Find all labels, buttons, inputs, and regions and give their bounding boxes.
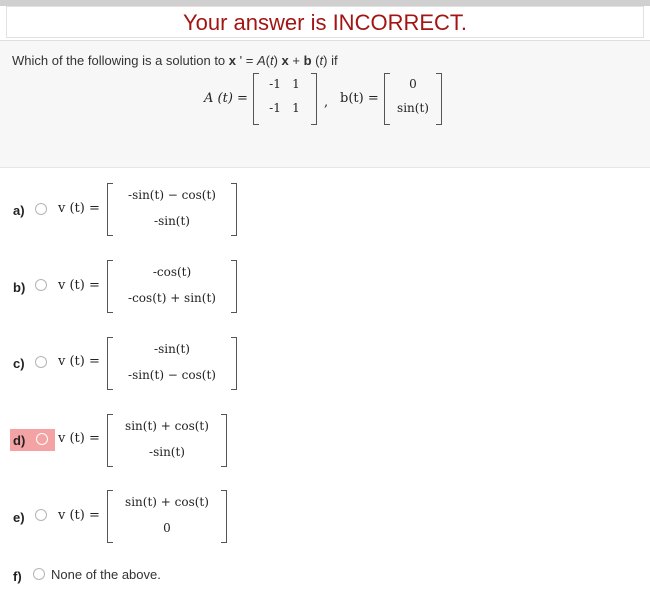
var-t-2: t [319,53,324,68]
option-c-entry-2: -sin(t) − cos(t) [128,368,216,382]
option-e-letter: e) [13,510,25,525]
option-e-entry-1: sin(t) + cos(t) [125,495,209,509]
option-a-v-label: v (t) = [58,201,100,216]
option-d-vector [107,414,227,467]
option-c-radio[interactable] [35,356,47,368]
A-label: A (t) = [204,91,248,106]
option-d-radio[interactable] [36,433,48,445]
b-vector [384,73,442,125]
option-c-vector [107,337,237,390]
option-d-v-label: v (t) = [58,431,100,446]
option-a-letter: a) [13,203,25,218]
option-c-v-label: v (t) = [58,354,100,369]
option-b-radio[interactable] [35,279,47,291]
option-a-entry-2: -sin(t) [154,214,190,228]
option-e-vector [107,490,227,543]
A-11: -1 [269,77,281,91]
option-b-vector [107,260,237,313]
question-text: Which of the following is a solution to x ' = A(t) x + b (t) if [12,53,338,68]
option-b-entry-2: -cos(t) + sin(t) [128,291,216,305]
var-b: b [303,53,312,68]
prime-equals: ' = [236,53,257,68]
b-1: 0 [409,77,417,91]
A-12: 1 [292,77,300,91]
option-d-letter: d) [13,433,26,448]
var-x-2: x [281,53,289,68]
A-22: 1 [292,101,300,115]
if-word: if [327,53,338,68]
option-d-entry-1: sin(t) + cos(t) [125,419,209,433]
plus-sign: + [288,53,304,68]
option-c-entry-1: -sin(t) [154,342,190,356]
question-prefix: Which of the following is a solution to [12,53,229,68]
option-e-v-label: v (t) = [58,508,100,523]
option-d-entry-2: -sin(t) [149,445,185,459]
result-banner: Your answer is INCORRECT. [6,6,644,38]
A-matrix [253,73,317,125]
option-f-label[interactable]: None of the above. [51,567,161,582]
question-panel [0,40,650,168]
b-2: sin(t) [397,101,429,115]
var-x: x [228,53,237,68]
option-a-vector [107,183,237,236]
var-t: t [269,53,274,68]
comma: , [324,95,329,110]
option-a-entry-1: -sin(t) − cos(t) [128,188,216,202]
option-e-radio[interactable] [35,509,47,521]
A-21: -1 [269,101,281,115]
b-label: b(t) = [340,91,379,106]
option-f-letter: f) [13,569,22,584]
option-b-entry-1: -cos(t) [152,265,192,279]
var-A: A [256,53,266,68]
option-b-v-label: v (t) = [58,278,100,293]
option-f-radio[interactable] [33,568,45,580]
option-b-letter: b) [13,280,26,295]
option-e-entry-2: 0 [163,521,171,535]
option-c-letter: c) [13,356,25,371]
option-a-radio[interactable] [35,203,47,215]
